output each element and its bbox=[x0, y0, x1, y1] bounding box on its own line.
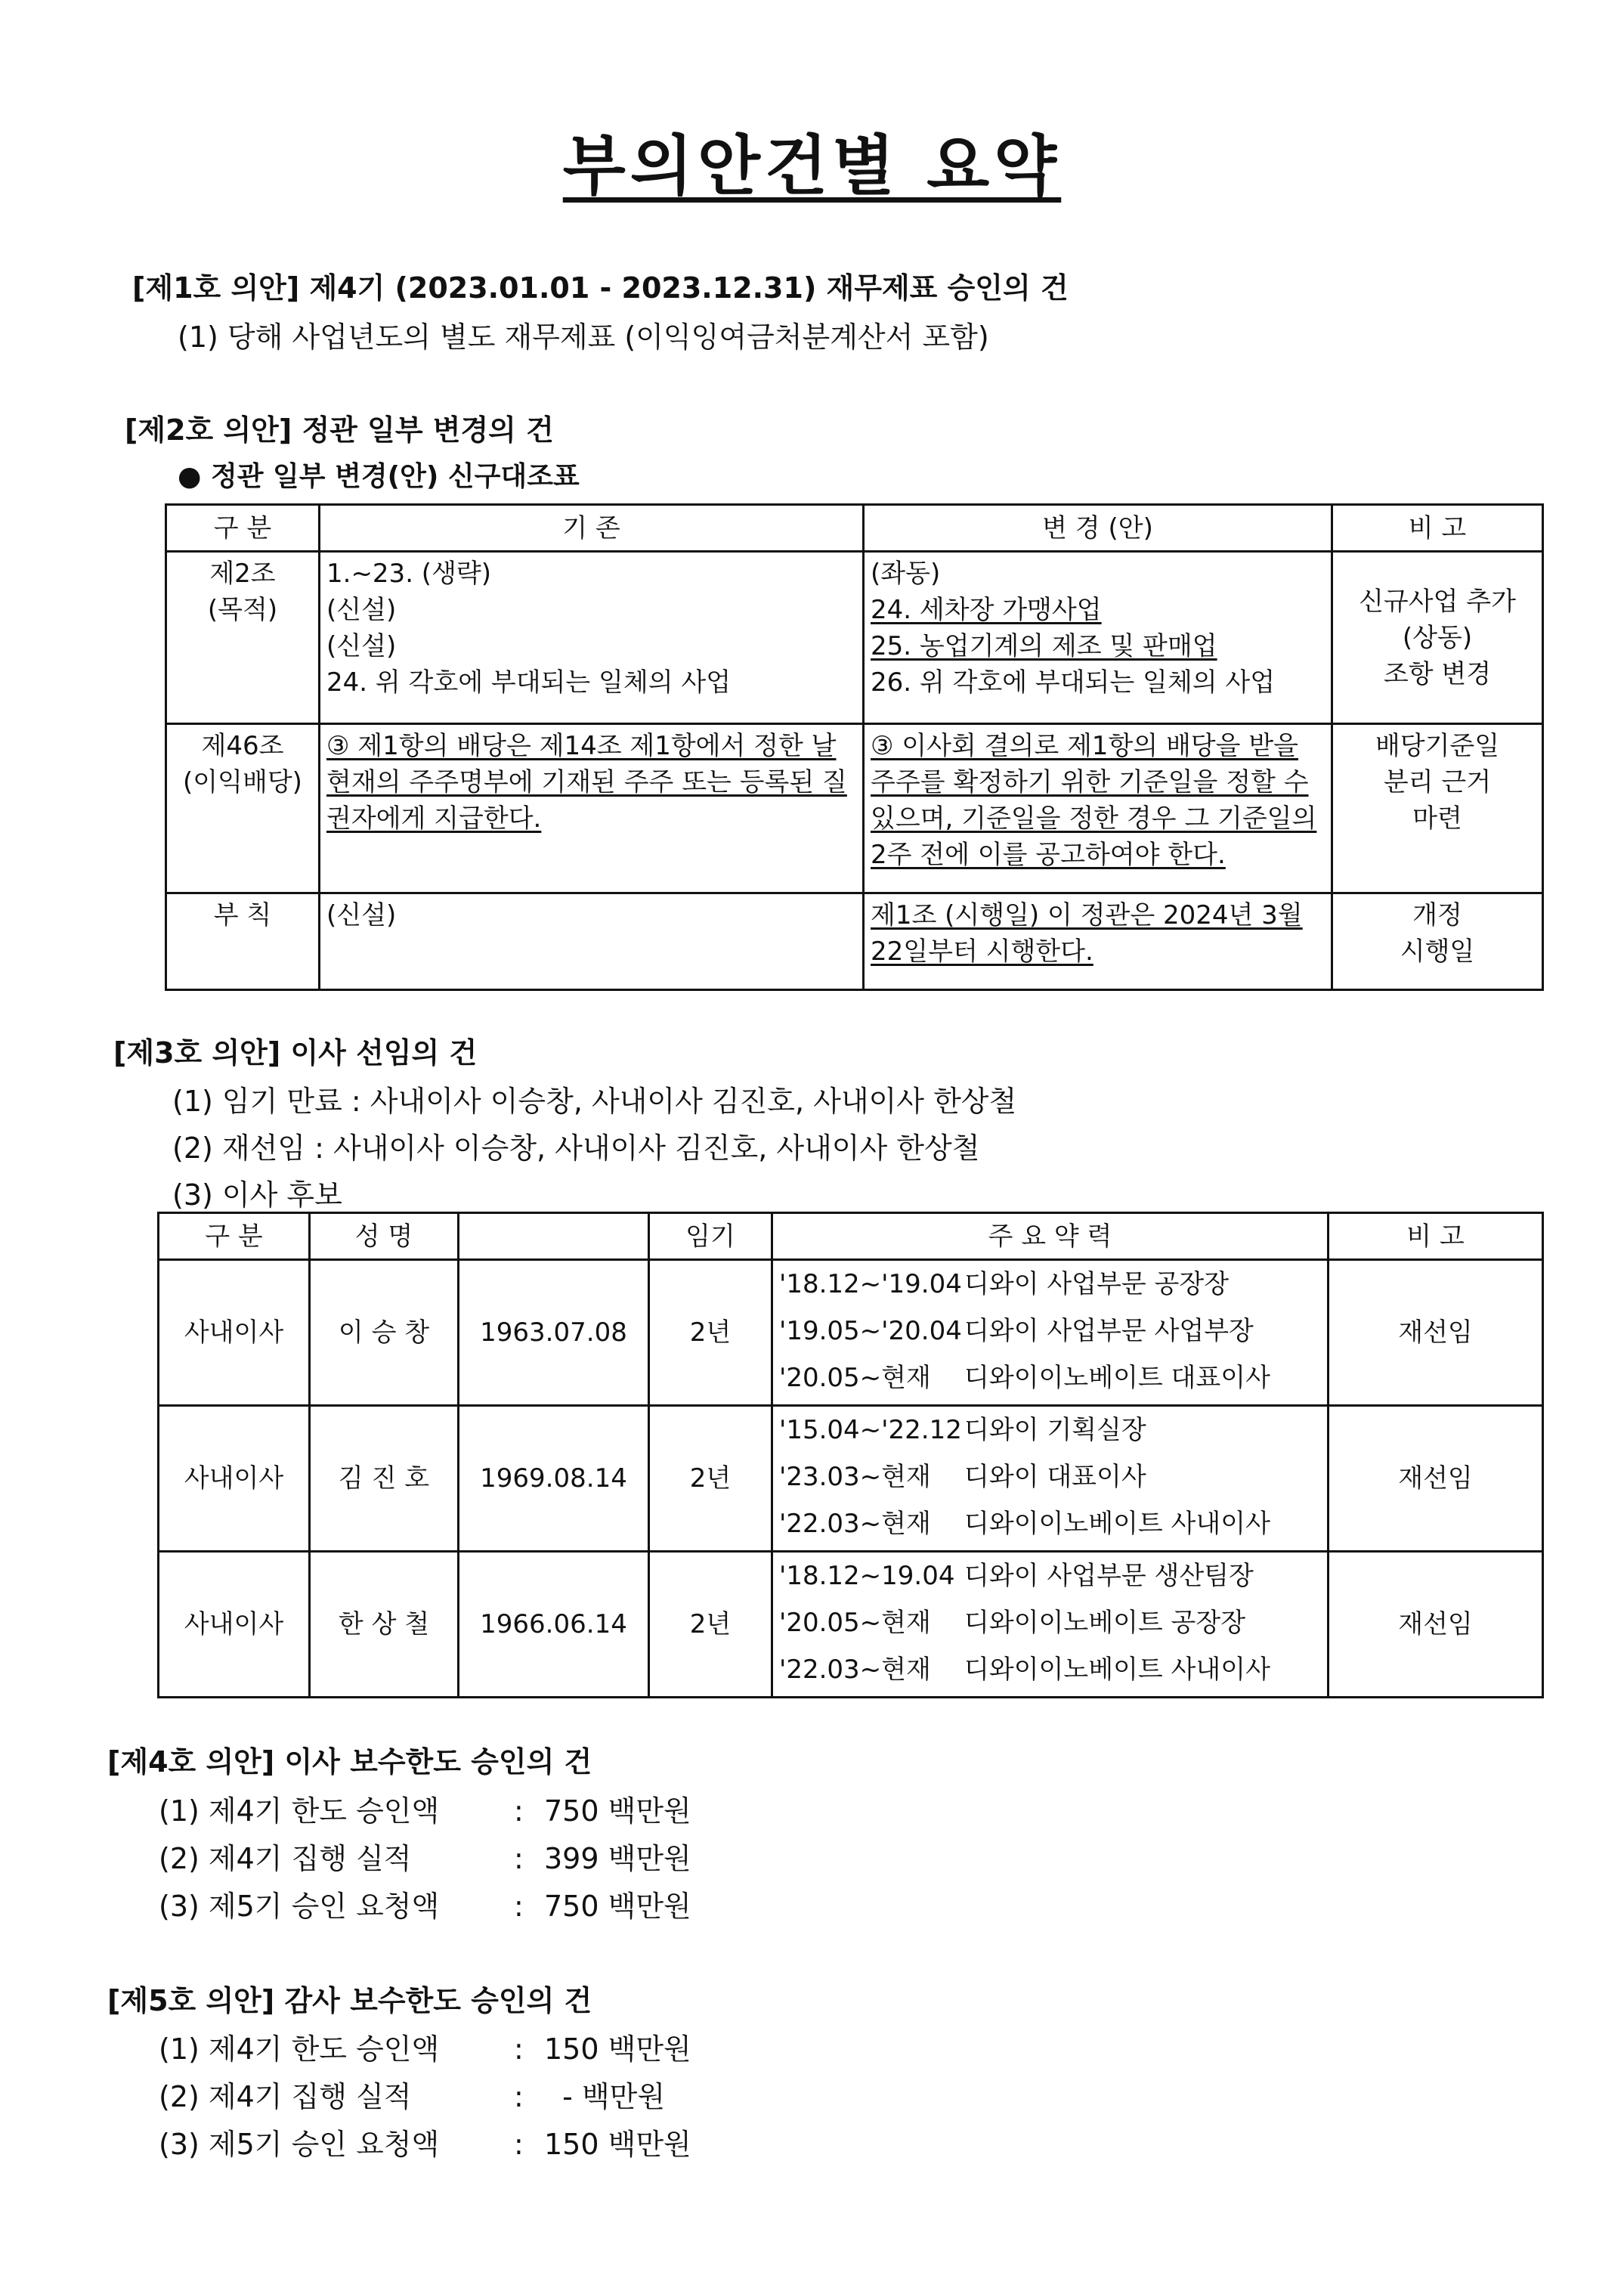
after-cell: 제1조 (시행일) 이 정관은 2024년 3월 22일부터 시행한다. bbox=[864, 893, 1332, 990]
agenda-5-item: (1) 제4기 한도 승인액 : 150 백만원 bbox=[159, 2032, 691, 2066]
agenda-4-item: (2) 제4기 집행 실적 : 399 백만원 bbox=[159, 1842, 691, 1875]
before-cell: (신설) bbox=[320, 893, 864, 990]
note-cell: 배당기준일 분리 근거 마련 bbox=[1332, 724, 1543, 893]
career-cell: '18.12~'19.04디와이 사업부문 공장장 '19.05~'20.04디와이 사업부문 사업부장 '20.05~현재 디와이이노베이트 대표이사 bbox=[772, 1260, 1329, 1406]
note-cell: 재선임 bbox=[1329, 1406, 1543, 1552]
page-title: 부의안건별 요약 bbox=[562, 128, 1062, 204]
column-header: 성 명 bbox=[310, 1213, 459, 1260]
table-row bbox=[166, 724, 1543, 893]
column-header: 주 요 약 력 bbox=[772, 1213, 1329, 1260]
table-row bbox=[166, 893, 1543, 990]
term-cell: 2년 bbox=[649, 1260, 772, 1406]
birth-cell: 1966.06.14 bbox=[459, 1552, 649, 1698]
director-candidates-table bbox=[157, 1212, 1544, 1698]
section-cell: 부 칙 bbox=[166, 893, 320, 990]
table-header-row bbox=[166, 505, 1543, 552]
agenda-1-heading: [제1호 의안] 제4기 (2023.01.01 - 2023.12.31) 재무제표 승인의 건 bbox=[132, 271, 1069, 305]
agenda-2-subheading: ● 정관 일부 변경(안) 신구대조표 bbox=[178, 461, 580, 492]
section-cell: 제46조 (이익배당) bbox=[166, 724, 320, 893]
term-cell: 2년 bbox=[649, 1406, 772, 1552]
before-cell: 1.~23. (생략) (신설) (신설) 24. 위 각호에 부대되는 일체의 사업 bbox=[320, 552, 864, 724]
before-cell: ③ 제1항의 배당은 제14조 제1항에서 정한 날 현재의 주주명부에 기재된 주주 또는 등록된 질권자에게 지급한다. bbox=[320, 724, 864, 893]
column-header bbox=[459, 1213, 649, 1260]
table-row bbox=[159, 1406, 1543, 1552]
agenda-1-line-1: (1) 당해 사업년도의 별도 재무제표 (이익잉여금처분계산서 포함) bbox=[178, 320, 989, 354]
table-row bbox=[159, 1552, 1543, 1698]
column-header: 비 고 bbox=[1332, 505, 1543, 552]
birth-cell: 1969.08.14 bbox=[459, 1406, 649, 1552]
agenda-4-item: (1) 제4기 한도 승인액 : 750 백만원 bbox=[159, 1794, 691, 1828]
after-cell: (좌동) 24. 세차장 가맹사업 25. 농업기계의 제조 및 판매업 26. 위 각호에 부대되는 일체의 사업 bbox=[864, 552, 1332, 724]
column-header: 기 존 bbox=[320, 505, 864, 552]
column-header: 비 고 bbox=[1329, 1213, 1543, 1260]
agenda-3-line-2: (2) 재선임 : 사내이사 이승창, 사내이사 김진호, 사내이사 한상철 bbox=[172, 1132, 980, 1165]
after-cell: ③ 이사회 결의로 제1항의 배당을 받을 주주를 확정하기 위한 기준일을 정할 수 있으며, 기준일을 정한 경우 그 기준일의 2주 전에 이를 공고하여야 한다. bbox=[864, 724, 1332, 893]
table-row bbox=[159, 1260, 1543, 1406]
career-cell: '15.04~'22.12디와이 기획실장 '23.03~현재 디와이 대표이사 '22.03~현재 디와이이노베이트 사내이사 bbox=[772, 1406, 1329, 1552]
type-cell: 사내이사 bbox=[159, 1406, 310, 1552]
agenda-3-line-3: (3) 이사 후보 bbox=[172, 1178, 342, 1212]
agenda-3-line-1: (1) 임기 만료 : 사내이사 이승창, 사내이사 김진호, 사내이사 한상철 bbox=[172, 1085, 1017, 1118]
table-row bbox=[166, 552, 1543, 724]
type-cell: 사내이사 bbox=[159, 1260, 310, 1406]
name-cell: 이 승 창 bbox=[310, 1260, 459, 1406]
note-cell: 개정 시행일 bbox=[1332, 893, 1543, 990]
column-header: 임기 bbox=[649, 1213, 772, 1260]
type-cell: 사내이사 bbox=[159, 1552, 310, 1698]
agenda-4-heading: [제4호 의안] 이사 보수한도 승인의 건 bbox=[107, 1745, 592, 1779]
column-header: 변 경 (안) bbox=[864, 505, 1332, 552]
agenda-5-heading: [제5호 의안] 감사 보수한도 승인의 건 bbox=[107, 1984, 592, 2017]
section-cell: 제2조 (목적) bbox=[166, 552, 320, 724]
note-cell: 신규사업 추가 (상동) 조항 변경 bbox=[1332, 552, 1543, 724]
column-header: 구 분 bbox=[159, 1213, 310, 1260]
agenda-3-heading: [제3호 의안] 이사 선임의 건 bbox=[113, 1036, 478, 1070]
note-cell: 재선임 bbox=[1329, 1552, 1543, 1698]
articles-comparison-table bbox=[165, 503, 1544, 991]
name-cell: 김 진 호 bbox=[310, 1406, 459, 1552]
term-cell: 2년 bbox=[649, 1552, 772, 1698]
agenda-5-item: (2) 제4기 집행 실적 : - 백만원 bbox=[159, 2080, 666, 2113]
name-cell: 한 상 철 bbox=[310, 1552, 459, 1698]
column-header: 구 분 bbox=[166, 505, 320, 552]
agenda-5-item: (3) 제5기 승인 요청액 : 150 백만원 bbox=[159, 2128, 691, 2161]
table-header-row bbox=[159, 1213, 1543, 1260]
career-cell: '18.12~19.04 디와이 사업부문 생산팀장 '20.05~현재 디와이이노베이트 공장장 '22.03~현재 디와이이노베이트 사내이사 bbox=[772, 1552, 1329, 1698]
agenda-2-heading: [제2호 의안] 정관 일부 변경의 건 bbox=[125, 413, 554, 447]
note-cell: 재선임 bbox=[1329, 1260, 1543, 1406]
birth-cell: 1963.07.08 bbox=[459, 1260, 649, 1406]
agenda-4-item: (3) 제5기 승인 요청액 : 750 백만원 bbox=[159, 1890, 691, 1923]
